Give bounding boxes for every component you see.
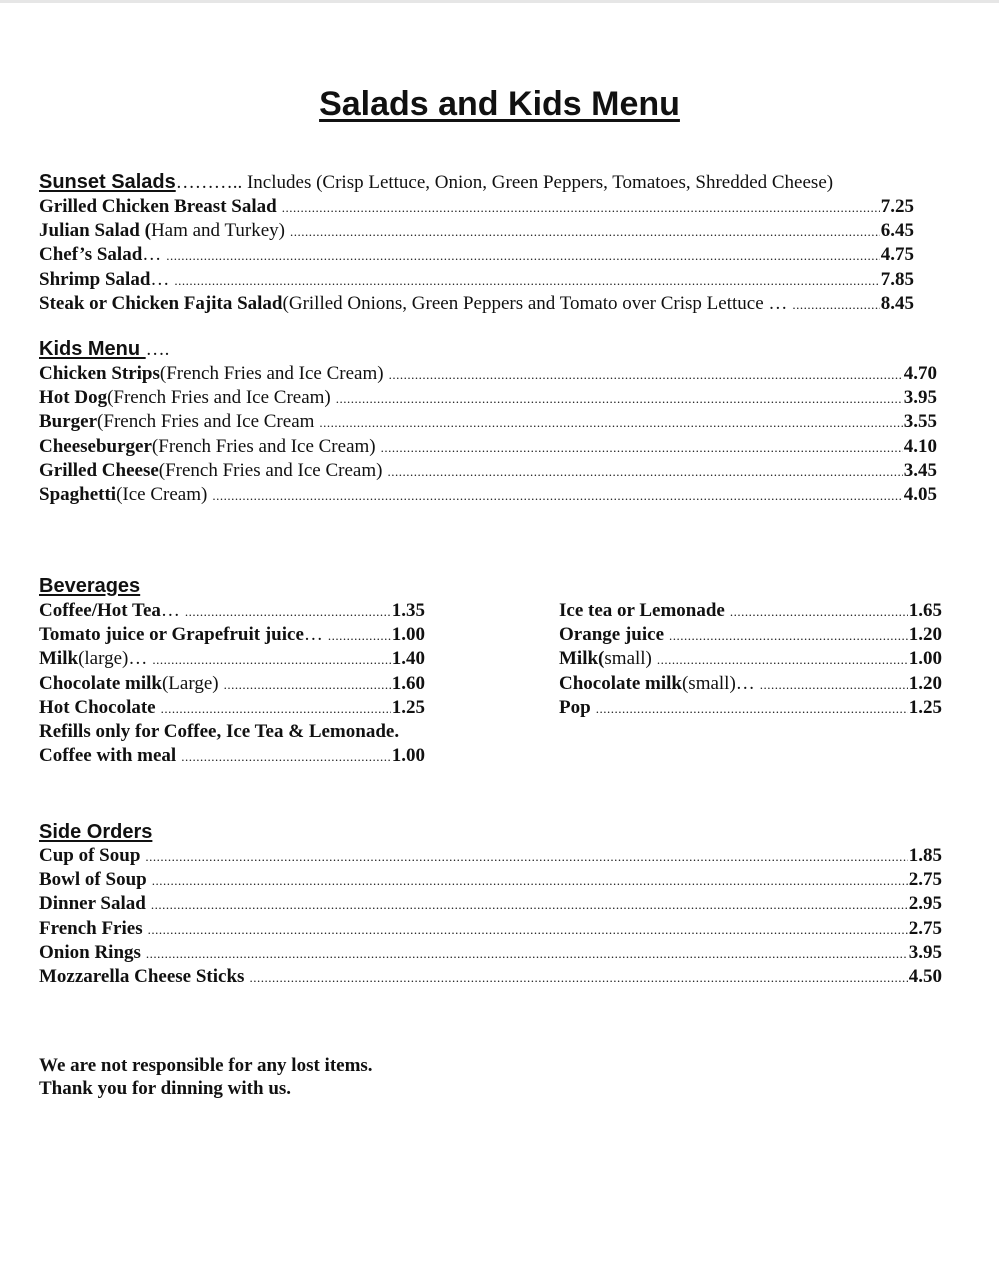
- menu-item-row: [39, 243, 914, 267]
- sides-list: [39, 844, 942, 989]
- dot-leader: [181, 744, 391, 768]
- item-description: …: [150, 268, 170, 290]
- item-price: 3.45: [903, 459, 937, 481]
- item-description: (Ice Cream): [116, 484, 208, 506]
- item-name: Burger: [39, 411, 98, 433]
- item-price: 7.85: [880, 268, 914, 290]
- menu-item-row: [39, 965, 942, 989]
- beverages-left-list: [39, 599, 425, 720]
- menu-item-row: [39, 219, 914, 243]
- menu-item-row: [559, 647, 942, 671]
- item-name: Chocolate milk: [559, 672, 682, 694]
- item-name: Orange juice: [559, 624, 665, 646]
- menu-item-row: [39, 844, 942, 868]
- beverages-right-column: [559, 599, 942, 720]
- item-name: Coffee with meal: [39, 745, 177, 767]
- menu-item-row: [39, 268, 914, 292]
- item-name: Dinner Salad: [39, 893, 146, 915]
- item-name: Milk(: [559, 648, 605, 670]
- menu-item-row: [559, 672, 942, 696]
- item-name: Tomato juice or Grapefruit juice: [39, 624, 304, 646]
- menu-item-row: [39, 483, 937, 507]
- sides-heading-title: Side Orders: [39, 821, 153, 843]
- salads-heading: [39, 170, 914, 195]
- item-price: 1.25: [391, 696, 425, 718]
- item-name: Chef’s Salad: [39, 244, 143, 266]
- dot-leader: [151, 892, 908, 916]
- item-name: Chocolate milk: [39, 672, 162, 694]
- item-price: 1.00: [391, 624, 425, 646]
- menu-item-row: [39, 868, 942, 892]
- kids-list: [39, 362, 937, 507]
- item-description: (French Fries and Ice Cream): [151, 435, 376, 457]
- item-description: (French Fries and Ice Cream): [159, 363, 384, 384]
- item-name: Julian Salad (: [39, 220, 151, 242]
- menu-item-row: [39, 941, 942, 965]
- footer-notes: [39, 1054, 373, 1100]
- item-description: small): [604, 648, 652, 670]
- dot-leader: [792, 292, 879, 316]
- item-price: 3.55: [903, 411, 937, 433]
- kids-heading: [39, 337, 937, 362]
- item-name: Grilled Cheese: [39, 459, 159, 481]
- dot-leader: [596, 696, 908, 720]
- page-top-border: [0, 0, 999, 3]
- footer-line-lost-items: We are not responsible for any lost items.: [39, 1055, 373, 1076]
- footer-line-thanks: Thank you for dinning with us.: [39, 1078, 292, 1099]
- coffee-with-meal: [39, 744, 425, 768]
- kids-heading-title: Kids Menu: [39, 338, 146, 360]
- item-name: Mozzarella Cheese Sticks: [39, 966, 245, 988]
- dot-leader: [185, 599, 391, 623]
- salads-section: [39, 170, 914, 316]
- dot-leader: [387, 459, 902, 483]
- item-price: 1.85: [908, 845, 942, 866]
- item-description: …: [303, 624, 323, 646]
- item-name: Pop: [559, 696, 591, 718]
- item-name: Spaghetti: [39, 484, 117, 506]
- item-price: 1.40: [391, 648, 425, 670]
- item-name: French Fries: [39, 917, 143, 939]
- sides-heading: [39, 820, 942, 844]
- refills-note: Refills only for Coffee, Ice Tea & Lemonade.: [39, 721, 400, 743]
- item-name: Hot Chocolate: [39, 696, 156, 718]
- item-name: Chicken Strips: [39, 363, 160, 384]
- salads-heading-title: Sunset Salads: [39, 171, 176, 193]
- menu-item-row: [39, 410, 937, 434]
- menu-item-row: [39, 386, 937, 410]
- item-price: 7.25: [880, 196, 914, 217]
- dot-leader: [212, 483, 902, 507]
- dot-leader: [152, 868, 908, 892]
- item-description: Ham and Turkey): [150, 220, 285, 242]
- menu-title-text: Salads and Kids Menu: [319, 85, 680, 123]
- kids-heading-note: ….: [145, 339, 170, 360]
- item-name: Cup of Soup: [39, 845, 141, 866]
- dot-leader: [166, 243, 879, 267]
- item-price: 2.75: [908, 869, 942, 891]
- item-price: 2.75: [908, 917, 942, 939]
- dot-leader: [224, 672, 391, 696]
- menu-item-row: [39, 672, 425, 696]
- item-price: 4.70: [903, 363, 937, 384]
- dot-leader: [145, 844, 907, 868]
- item-name: Hot Dog: [39, 387, 108, 409]
- item-price: 1.00: [391, 745, 425, 767]
- dot-leader: [760, 672, 908, 696]
- dot-leader: [336, 386, 903, 410]
- menu-item-row: [39, 599, 425, 623]
- dot-leader: [249, 965, 907, 989]
- item-price: 1.60: [391, 672, 425, 694]
- item-name: Cheeseburger: [39, 435, 152, 457]
- item-name: Bowl of Soup: [39, 869, 147, 891]
- dot-leader: [152, 647, 390, 671]
- beverages-heading: [39, 574, 959, 598]
- menu-item-row: [39, 435, 937, 459]
- menu-item-row: [39, 696, 425, 720]
- item-price: 3.95: [908, 941, 942, 963]
- kids-section: [39, 337, 937, 507]
- item-name: Steak or Chicken Fajita Salad: [39, 292, 283, 314]
- sides-section: [39, 820, 942, 989]
- item-price: 1.35: [391, 600, 425, 621]
- item-price: 3.95: [903, 387, 937, 409]
- item-name: Coffee/Hot Tea: [39, 600, 161, 621]
- item-description: (small)…: [681, 672, 755, 694]
- menu-item-row: [39, 647, 425, 671]
- menu-item-row: [39, 623, 425, 647]
- item-price: 1.65: [908, 600, 942, 621]
- dot-leader: [319, 410, 902, 434]
- dot-leader: [657, 647, 908, 671]
- item-description: (French Fries and Ice Cream): [158, 459, 383, 481]
- dot-leader: [148, 917, 908, 941]
- item-description: (French Fries and Ice Cream): [107, 387, 331, 409]
- item-price: 6.45: [880, 220, 914, 242]
- item-name: Milk: [39, 648, 79, 670]
- beverages-left-column: [39, 599, 425, 768]
- menu-item-row: [39, 362, 937, 386]
- menu-item-row: [39, 917, 942, 941]
- item-price: 8.45: [880, 292, 914, 314]
- dot-leader: [730, 599, 908, 623]
- item-description: (French Fries and Ice Cream: [97, 411, 315, 433]
- item-name: Ice tea or Lemonade: [559, 600, 725, 621]
- dot-leader: [161, 696, 391, 720]
- salads-heading-note: ……….. Includes (Crisp Lettuce, Onion, Green Peppers, Tomatoes, Shredded Cheese): [175, 172, 834, 193]
- menu-item-row: [559, 623, 942, 647]
- beverages-right-list: [559, 599, 942, 720]
- menu-item-row: [559, 696, 942, 720]
- menu-item-row: [39, 744, 425, 768]
- menu-title: [0, 82, 999, 126]
- item-description: …: [160, 600, 180, 621]
- dot-leader: [146, 941, 908, 965]
- item-price: 4.50: [908, 966, 942, 988]
- salads-list: [39, 195, 914, 316]
- menu-item-row: [559, 599, 942, 623]
- dot-leader: [669, 623, 908, 647]
- item-description: (large)…: [78, 648, 148, 670]
- item-description: (Grilled Onions, Green Peppers and Tomato over Crisp Lettuce …: [282, 292, 788, 314]
- dot-leader: [328, 623, 391, 647]
- item-price: 1.25: [908, 696, 942, 718]
- beverages-heading-title: Beverages: [39, 575, 141, 597]
- dot-leader: [290, 219, 880, 243]
- item-name: Shrimp Salad: [39, 268, 151, 290]
- dot-leader: [282, 195, 880, 219]
- dot-leader: [381, 435, 903, 459]
- menu-item-row: [39, 892, 942, 916]
- dot-leader: [389, 362, 903, 386]
- item-price: 4.10: [903, 435, 937, 457]
- item-price: 1.20: [908, 624, 942, 646]
- item-name: Grilled Chicken Breast Salad: [39, 196, 277, 217]
- item-price: 2.95: [908, 893, 942, 915]
- item-price: 4.75: [880, 244, 914, 266]
- beverages-section: [39, 574, 959, 774]
- dot-leader: [174, 268, 879, 292]
- item-price: 4.05: [903, 484, 937, 506]
- item-name: Onion Rings: [39, 941, 141, 963]
- item-description: …: [142, 244, 162, 266]
- item-price: 1.20: [908, 672, 942, 694]
- item-description: (Large): [161, 672, 219, 694]
- menu-item-row: [39, 292, 914, 316]
- menu-item-row: [39, 459, 937, 483]
- item-price: 1.00: [908, 648, 942, 670]
- menu-item-row: [39, 195, 914, 219]
